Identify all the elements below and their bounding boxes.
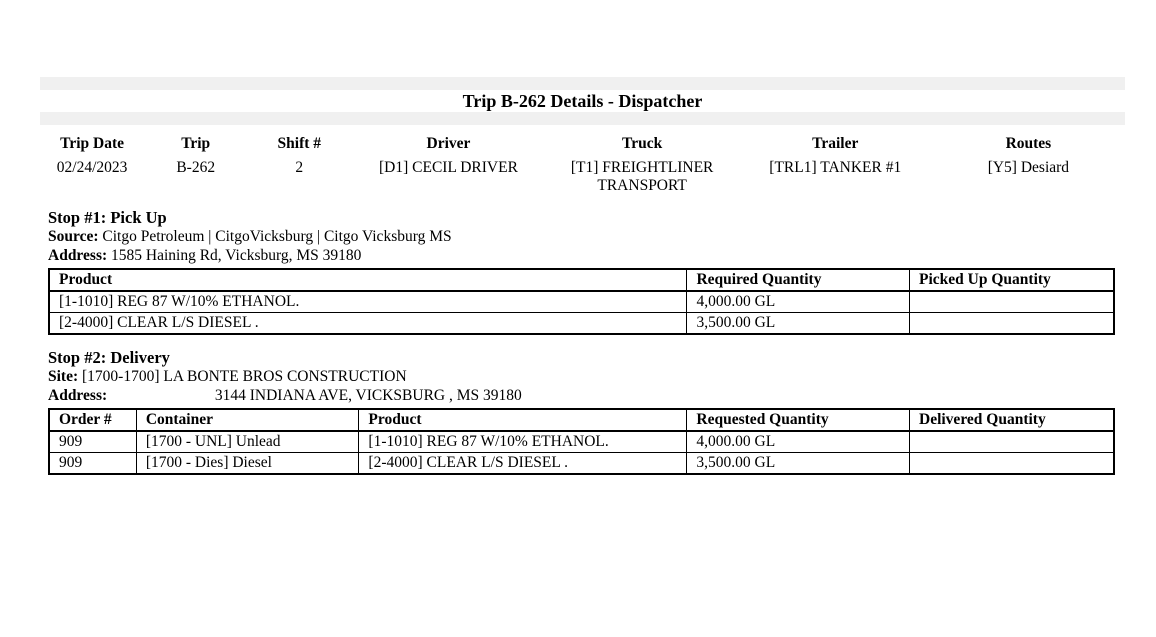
- summary-label: Truck: [622, 135, 663, 152]
- summary-label: Trip Date: [60, 135, 124, 152]
- summary-col-routes: [932, 135, 1125, 177]
- table-cell: 4,000.00 GL: [687, 431, 910, 453]
- table-cell: [1-1010] REG 87 W/10% ETHANOL.: [49, 291, 687, 313]
- page-title: Trip B-262 Details - Dispatcher: [462, 91, 703, 111]
- table-cell: [2-4000] CLEAR L/S DIESEL .: [49, 313, 687, 335]
- summary-value: [TRL1] TANKER #1: [769, 159, 902, 176]
- table-cell: 3,500.00 GL: [687, 313, 910, 335]
- source-label: Source:: [48, 228, 99, 245]
- delivery-orders-table: [48, 408, 1115, 475]
- stop-1-address-line: [48, 247, 1125, 266]
- summary-value: [Y5] Desiard: [987, 159, 1070, 176]
- stop-1-source-line: [48, 228, 1125, 247]
- stop-1-heading: Stop #1: Pick Up: [48, 208, 167, 227]
- stop-2-address-line: [48, 387, 1125, 406]
- address-value: 1585 Haining Rd, Vicksburg, MS 39180: [111, 246, 362, 264]
- address-label: Address:: [48, 386, 108, 404]
- table-cell: [910, 313, 1114, 335]
- stop-1-section: [48, 208, 1125, 335]
- column-header-delivered-quantity: Delivered Quantity: [910, 409, 1115, 431]
- stop-2-heading: Stop #2: Delivery: [48, 348, 170, 367]
- table-row: [49, 291, 1114, 313]
- table-row: [49, 431, 1114, 453]
- column-header-product: Product: [359, 409, 687, 431]
- summary-label: Trip: [181, 135, 211, 152]
- address-label: Address:: [48, 246, 108, 264]
- table-cell: 4,000.00 GL: [687, 291, 910, 313]
- summary-value: [T1] FREIGHTLINER TRANSPORT: [570, 159, 714, 194]
- table-header-row: [49, 409, 1114, 431]
- stop-2-section: [48, 348, 1125, 475]
- summary-value: 02/24/2023: [56, 159, 128, 176]
- table-cell: 909: [49, 453, 136, 475]
- table-cell: 3,500.00 GL: [687, 453, 910, 475]
- summary-col-trailer: [739, 135, 932, 177]
- summary-col-truck: [546, 135, 739, 195]
- summary-label: Driver: [426, 135, 471, 152]
- column-header-requested-quantity: Requested Quantity: [687, 409, 910, 431]
- summary-col-trip-date: [40, 135, 144, 177]
- pickup-products-table: [48, 268, 1115, 335]
- column-header-order-number: Order #: [49, 409, 136, 431]
- report-page: [40, 77, 1125, 475]
- table-cell: [1700 - UNL] Unlead: [136, 431, 359, 453]
- summary-value: B-262: [176, 159, 216, 176]
- column-header-container: Container: [136, 409, 359, 431]
- header-band-top: [40, 77, 1125, 90]
- address-value: 3144 INDIANA AVE, VICKSBURG , MS 39180: [214, 386, 522, 404]
- summary-label: Shift #: [277, 135, 322, 152]
- summary-col-driver: [351, 135, 545, 177]
- trip-summary: [40, 135, 1125, 195]
- column-header-product: Product: [49, 269, 687, 291]
- summary-col-shift: [247, 135, 351, 177]
- summary-value: [D1] CECIL DRIVER: [379, 159, 518, 176]
- summary-label: Routes: [1005, 135, 1052, 152]
- table-row: [49, 453, 1114, 475]
- site-label: Site:: [48, 368, 79, 385]
- column-header-required-quantity: Required Quantity: [687, 269, 910, 291]
- table-row: [49, 313, 1114, 335]
- summary-value: 2: [295, 159, 304, 176]
- source-value: Citgo Petroleum | CitgoVicksburg | Citgo Vicksburg MS: [102, 228, 452, 245]
- column-header-picked-up-quantity: Picked Up Quantity: [910, 269, 1114, 291]
- summary-col-trip: [144, 135, 247, 177]
- table-cell: [910, 291, 1114, 313]
- stop-2-site-line: [48, 368, 1125, 387]
- table-cell: 909: [49, 431, 136, 453]
- table-cell: [1-1010] REG 87 W/10% ETHANOL.: [359, 431, 687, 453]
- table-cell: [910, 453, 1115, 475]
- table-cell: [2-4000] CLEAR L/S DIESEL .: [359, 453, 687, 475]
- table-header-row: [49, 269, 1114, 291]
- table-cell: [910, 431, 1115, 453]
- summary-label: Trailer: [812, 135, 859, 152]
- header-band-bottom: [40, 112, 1125, 125]
- site-value: [1700-1700] LA BONTE BROS CONSTRUCTION: [82, 368, 407, 385]
- table-cell: [1700 - Dies] Diesel: [136, 453, 359, 475]
